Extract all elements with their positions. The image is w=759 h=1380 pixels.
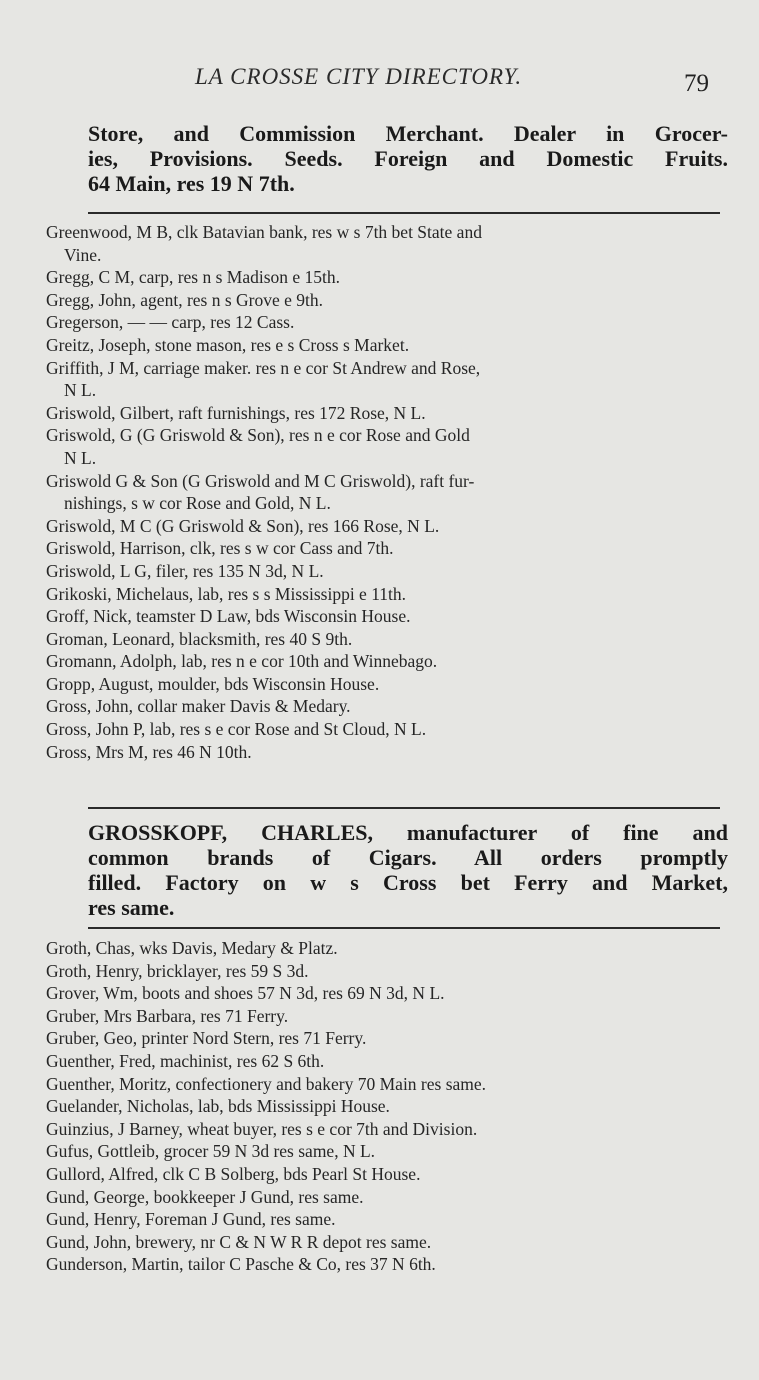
directory-entry — [46, 334, 726, 357]
entry-line: Gund, George, bookkeeper J Gund, res same. — [46, 1186, 364, 1207]
directory-entry — [46, 605, 726, 628]
directory-entry — [46, 1208, 726, 1231]
directory-entry — [46, 1186, 726, 1209]
directory-entry — [46, 289, 726, 312]
directory-entry — [46, 718, 726, 741]
directory-entry — [46, 1140, 726, 1163]
entry-line: Gruber, Mrs Barbara, res 71 Ferry. — [46, 1005, 289, 1026]
directory-entry — [46, 1095, 726, 1118]
directory-entry — [46, 583, 726, 606]
ad-line: common brands of Cigars. All orders promptly — [88, 845, 728, 870]
entry-line: Griswold, L G, filer, res 135 N 3d, N L. — [46, 560, 324, 581]
entry-line: Gullord, Alfred, clk C B Solberg, bds Pearl St House. — [46, 1163, 421, 1184]
ad-line: 64 Main, res 19 N 7th. — [88, 171, 295, 196]
entry-line: Guenther, Moritz, confectionery and bakery 70 Main res same. — [46, 1073, 487, 1094]
entry-line: Greitz, Joseph, stone mason, res e s Cross s Market. — [46, 334, 410, 355]
entry-line: Griffith, J M, carriage maker. res n e cor St Andrew and Rose, — [46, 357, 481, 378]
entry-line: Guinzius, J Barney, wheat buyer, res s e cor 7th and Division. — [46, 1118, 478, 1139]
directory-entry — [46, 537, 726, 560]
directory-entry — [46, 311, 726, 334]
directory-entry — [46, 221, 726, 266]
directory-entry — [46, 960, 726, 983]
directory-entry — [46, 560, 726, 583]
directory-entry — [46, 266, 726, 289]
ad-line: filled. Factory on w s Cross bet Ferry and Market, — [88, 870, 728, 895]
directory-entry — [46, 628, 726, 651]
entry-line: Gund, Henry, Foreman J Gund, res same. — [46, 1209, 336, 1230]
entry-line: Gromann, Adolph, lab, res n e cor 10th and Winnebago. — [46, 651, 438, 672]
running-title: LA CROSSE CITY DIRECTORY. — [195, 64, 523, 89]
advertisement-top — [88, 121, 728, 196]
directory-entry — [46, 1027, 726, 1050]
entry-line: Gruber, Geo, printer Nord Stern, res 71 Ferry. — [46, 1028, 367, 1049]
ad-line: ies, Provisions. Seeds. Foreign and Domestic Fruits. — [88, 146, 728, 171]
directory-entry — [46, 515, 726, 538]
directory-entry — [46, 1231, 726, 1254]
entry-line: Groth, Henry, bricklayer, res 59 S 3d. — [46, 960, 309, 981]
entry-line: Grikoski, Michelaus, lab, res s s Mississippi e 11th. — [46, 583, 407, 604]
divider-rule — [88, 212, 720, 214]
entry-line: Gregg, John, agent, res n s Grove e 9th. — [46, 289, 324, 310]
entry-line: Gregg, C M, carp, res n s Madison e 15th. — [46, 267, 341, 288]
page-header — [0, 60, 759, 100]
ad-line: Store, and Commission Merchant. Dealer in Grocer- — [88, 121, 728, 146]
directory-entry — [46, 357, 726, 402]
entry-line: Gunderson, Martin, tailor C Pasche & Co, res 37 N 6th. — [46, 1254, 436, 1275]
entry-line: Gund, John, brewery, nr C & N W R R depot res same. — [46, 1231, 432, 1252]
directory-entries-top — [46, 221, 726, 763]
entry-line: Gross, Mrs M, res 46 N 10th. — [46, 741, 252, 762]
directory-entry — [46, 982, 726, 1005]
advertisement-grosskopf — [88, 820, 728, 920]
divider-rule — [88, 927, 720, 929]
entry-continuation: N L. — [64, 447, 97, 468]
entry-line: Groff, Nick, teamster D Law, bds Wisconsin House. — [46, 606, 411, 627]
entry-line: Guenther, Fred, machinist, res 62 S 6th. — [46, 1050, 325, 1071]
entry-line: Gregerson, — — carp, res 12 Cass. — [46, 312, 295, 333]
entry-line: Gufus, Gottleib, grocer 59 N 3d res same, N L. — [46, 1141, 376, 1162]
entry-line: Gropp, August, moulder, bds Wisconsin House. — [46, 673, 380, 694]
directory-entry — [46, 1253, 726, 1276]
directory-entry — [46, 1163, 726, 1186]
directory-entry — [46, 1118, 726, 1141]
entry-line: Griswold, Harrison, clk, res s w cor Cass and 7th. — [46, 538, 394, 559]
directory-entry — [46, 741, 726, 764]
directory-entries-bottom — [46, 937, 726, 1276]
directory-entry — [46, 695, 726, 718]
entry-continuation: nishings, s w cor Rose and Gold, N L. — [64, 493, 331, 514]
directory-entry — [46, 650, 726, 673]
directory-entry — [46, 424, 726, 469]
ad-line: res same. — [88, 895, 175, 920]
directory-entry — [46, 1005, 726, 1028]
entry-line: Greenwood, M B, clk Batavian bank, res w s 7th bet State and — [46, 222, 482, 242]
entry-continuation: N L. — [64, 380, 97, 401]
entry-line: Groth, Chas, wks Davis, Medary & Platz. — [46, 938, 338, 958]
divider-rule — [88, 807, 720, 809]
entry-line: Gross, John, collar maker Davis & Medary. — [46, 696, 351, 717]
directory-entry — [46, 402, 726, 425]
entry-line: Griswold, G (G Griswold & Son), res n e cor Rose and Gold — [46, 425, 470, 446]
entry-line: Griswold, M C (G Griswold & Son), res 166 Rose, N L. — [46, 515, 440, 536]
ad-line: GROSSKOPF, CHARLES, manufacturer of fine and — [88, 820, 728, 845]
directory-entry — [46, 1073, 726, 1096]
entry-line: Groman, Leonard, blacksmith, res 40 S 9th. — [46, 628, 353, 649]
entry-line: Guelander, Nicholas, lab, bds Mississippi House. — [46, 1096, 390, 1117]
entry-continuation: Vine. — [64, 244, 102, 265]
directory-entry — [46, 937, 726, 960]
entry-line: Grover, Wm, boots and shoes 57 N 3d, res 69 N 3d, N L. — [46, 983, 445, 1004]
entry-line: Gross, John P, lab, res s e cor Rose and St Cloud, N L. — [46, 719, 427, 740]
entry-line: Griswold G & Son (G Griswold and M C Griswold), raft fur- — [46, 470, 475, 491]
page-number: 79 — [684, 70, 709, 97]
directory-entry — [46, 470, 726, 515]
directory-entry — [46, 1050, 726, 1073]
directory-entry — [46, 673, 726, 696]
entry-line: Griswold, Gilbert, raft furnishings, res 172 Rose, N L. — [46, 402, 426, 423]
